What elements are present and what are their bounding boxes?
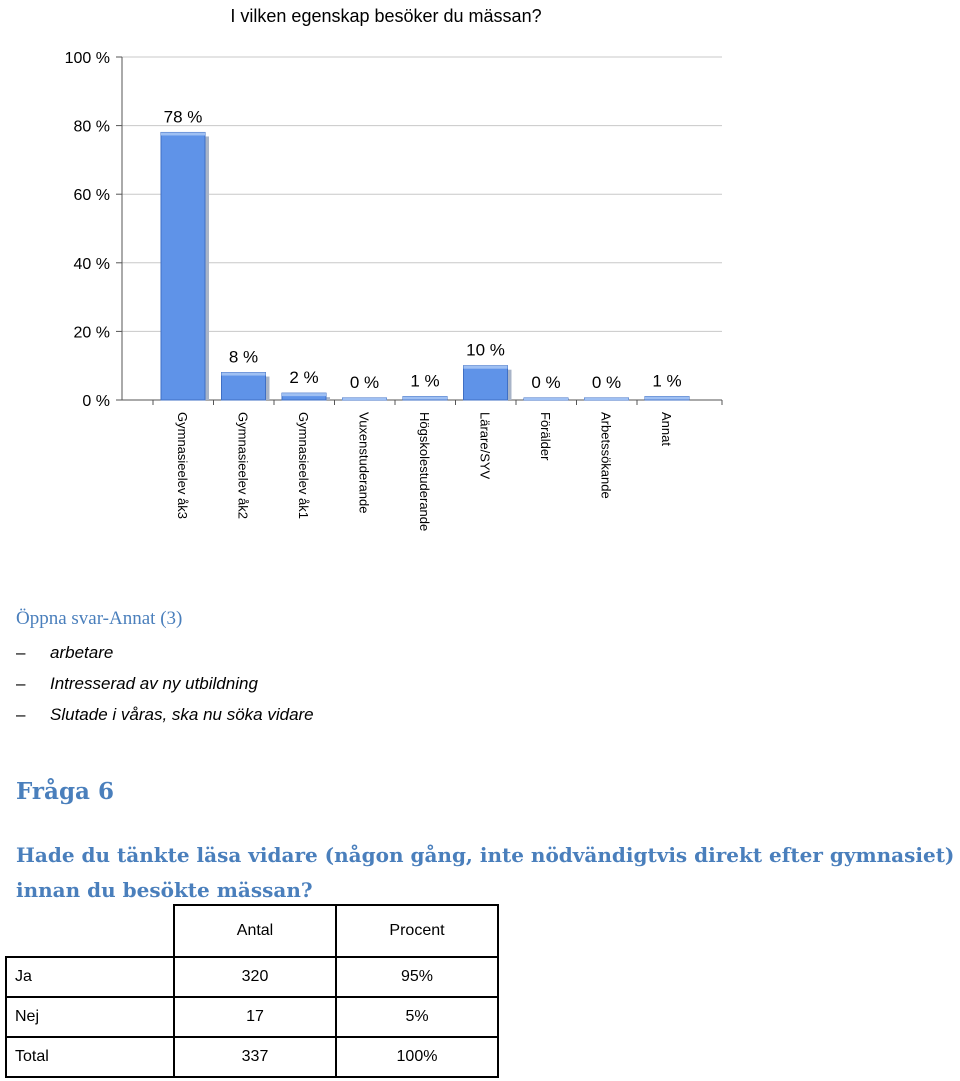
data-label: 1 % [652, 371, 682, 391]
row-antal: 17 [174, 997, 336, 1037]
header-blank [6, 905, 174, 957]
row-label: Nej [6, 997, 174, 1037]
x-tick-label: Gymnasieelev åk3 [175, 412, 190, 519]
table-row [6, 1037, 498, 1077]
bar-highlight [524, 398, 568, 400]
x-tick-label: Förälder [538, 412, 553, 461]
data-label: 2 % [289, 368, 319, 388]
bar-highlight [222, 373, 266, 376]
bar [161, 132, 205, 400]
dash-bullet: – [16, 643, 26, 662]
dash-bullet: – [16, 705, 26, 724]
chart-title: I vilken egenskap besöker du mässan? [230, 6, 542, 26]
question-text: Hade du tänkte läsa vidare (någon gång, inte nödvändigtvis direkt efter gymnasiet) innan du besökte mässan? [16, 843, 955, 902]
y-tick-label: 0 % [82, 393, 110, 410]
x-tick-label: Gymnasieelev åk2 [235, 412, 251, 519]
x-tick-label: Arbetssökande [598, 412, 614, 499]
bar [464, 366, 508, 400]
y-tick-label: 60 % [73, 187, 110, 205]
row-label: Total [6, 1037, 174, 1077]
y-tick-label: 20 % [73, 324, 110, 342]
x-tick-label: Gymnasieelev åk1 [296, 412, 311, 519]
bar-highlight [645, 397, 689, 400]
result-table [5, 904, 499, 1078]
y-tick-label: 80 % [73, 118, 110, 136]
data-label: 10 % [466, 340, 505, 360]
data-label: 0 % [531, 373, 561, 392]
row-label: Ja [6, 957, 174, 997]
y-tick-label: 100 % [64, 50, 110, 67]
data-label: 0 % [591, 373, 622, 392]
header-procent: Procent [336, 905, 498, 957]
data-label: 0 % [349, 373, 380, 392]
x-tick-label: Vuxenstuderande [356, 412, 372, 514]
x-tick-label: Högskolestuderande [417, 412, 432, 532]
bar-highlight [585, 398, 629, 400]
row-procent: 5% [336, 997, 498, 1037]
bar-highlight [282, 393, 326, 396]
answer-item [16, 640, 314, 671]
question-heading: Fråga 6 [16, 778, 114, 805]
answer-text: arbetare [50, 643, 114, 662]
answer-text: Intresserad av ny utbildning [50, 674, 258, 693]
dash-bullet: – [16, 674, 26, 693]
row-antal: 320 [174, 957, 336, 997]
open-answers-heading: Öppna svar-Annat (3) [16, 608, 183, 629]
data-label: 8 % [228, 347, 259, 367]
bar-highlight [464, 366, 508, 369]
header-antal: Antal [174, 905, 336, 957]
table-header-row [6, 905, 498, 957]
bar-highlight [343, 398, 387, 400]
answer-item [16, 671, 314, 702]
x-tick-label: Annat [659, 412, 674, 446]
answer-text: Slutade i våras, ska nu söka vidare [50, 705, 314, 724]
y-tick-label: 40 % [73, 255, 110, 273]
table-row [6, 997, 498, 1037]
bar-highlight [403, 397, 447, 400]
open-answers-list [16, 640, 314, 733]
data-label: 1 % [410, 371, 440, 391]
x-tick-label: Lärare/SYV [477, 412, 493, 480]
table-row [6, 957, 498, 997]
row-antal: 337 [174, 1037, 336, 1077]
bar-highlight [161, 132, 205, 135]
answer-item [16, 702, 314, 733]
data-label: 78 % [163, 107, 203, 127]
row-procent: 95% [336, 957, 498, 997]
bar [222, 373, 266, 400]
row-procent: 100% [336, 1037, 498, 1077]
